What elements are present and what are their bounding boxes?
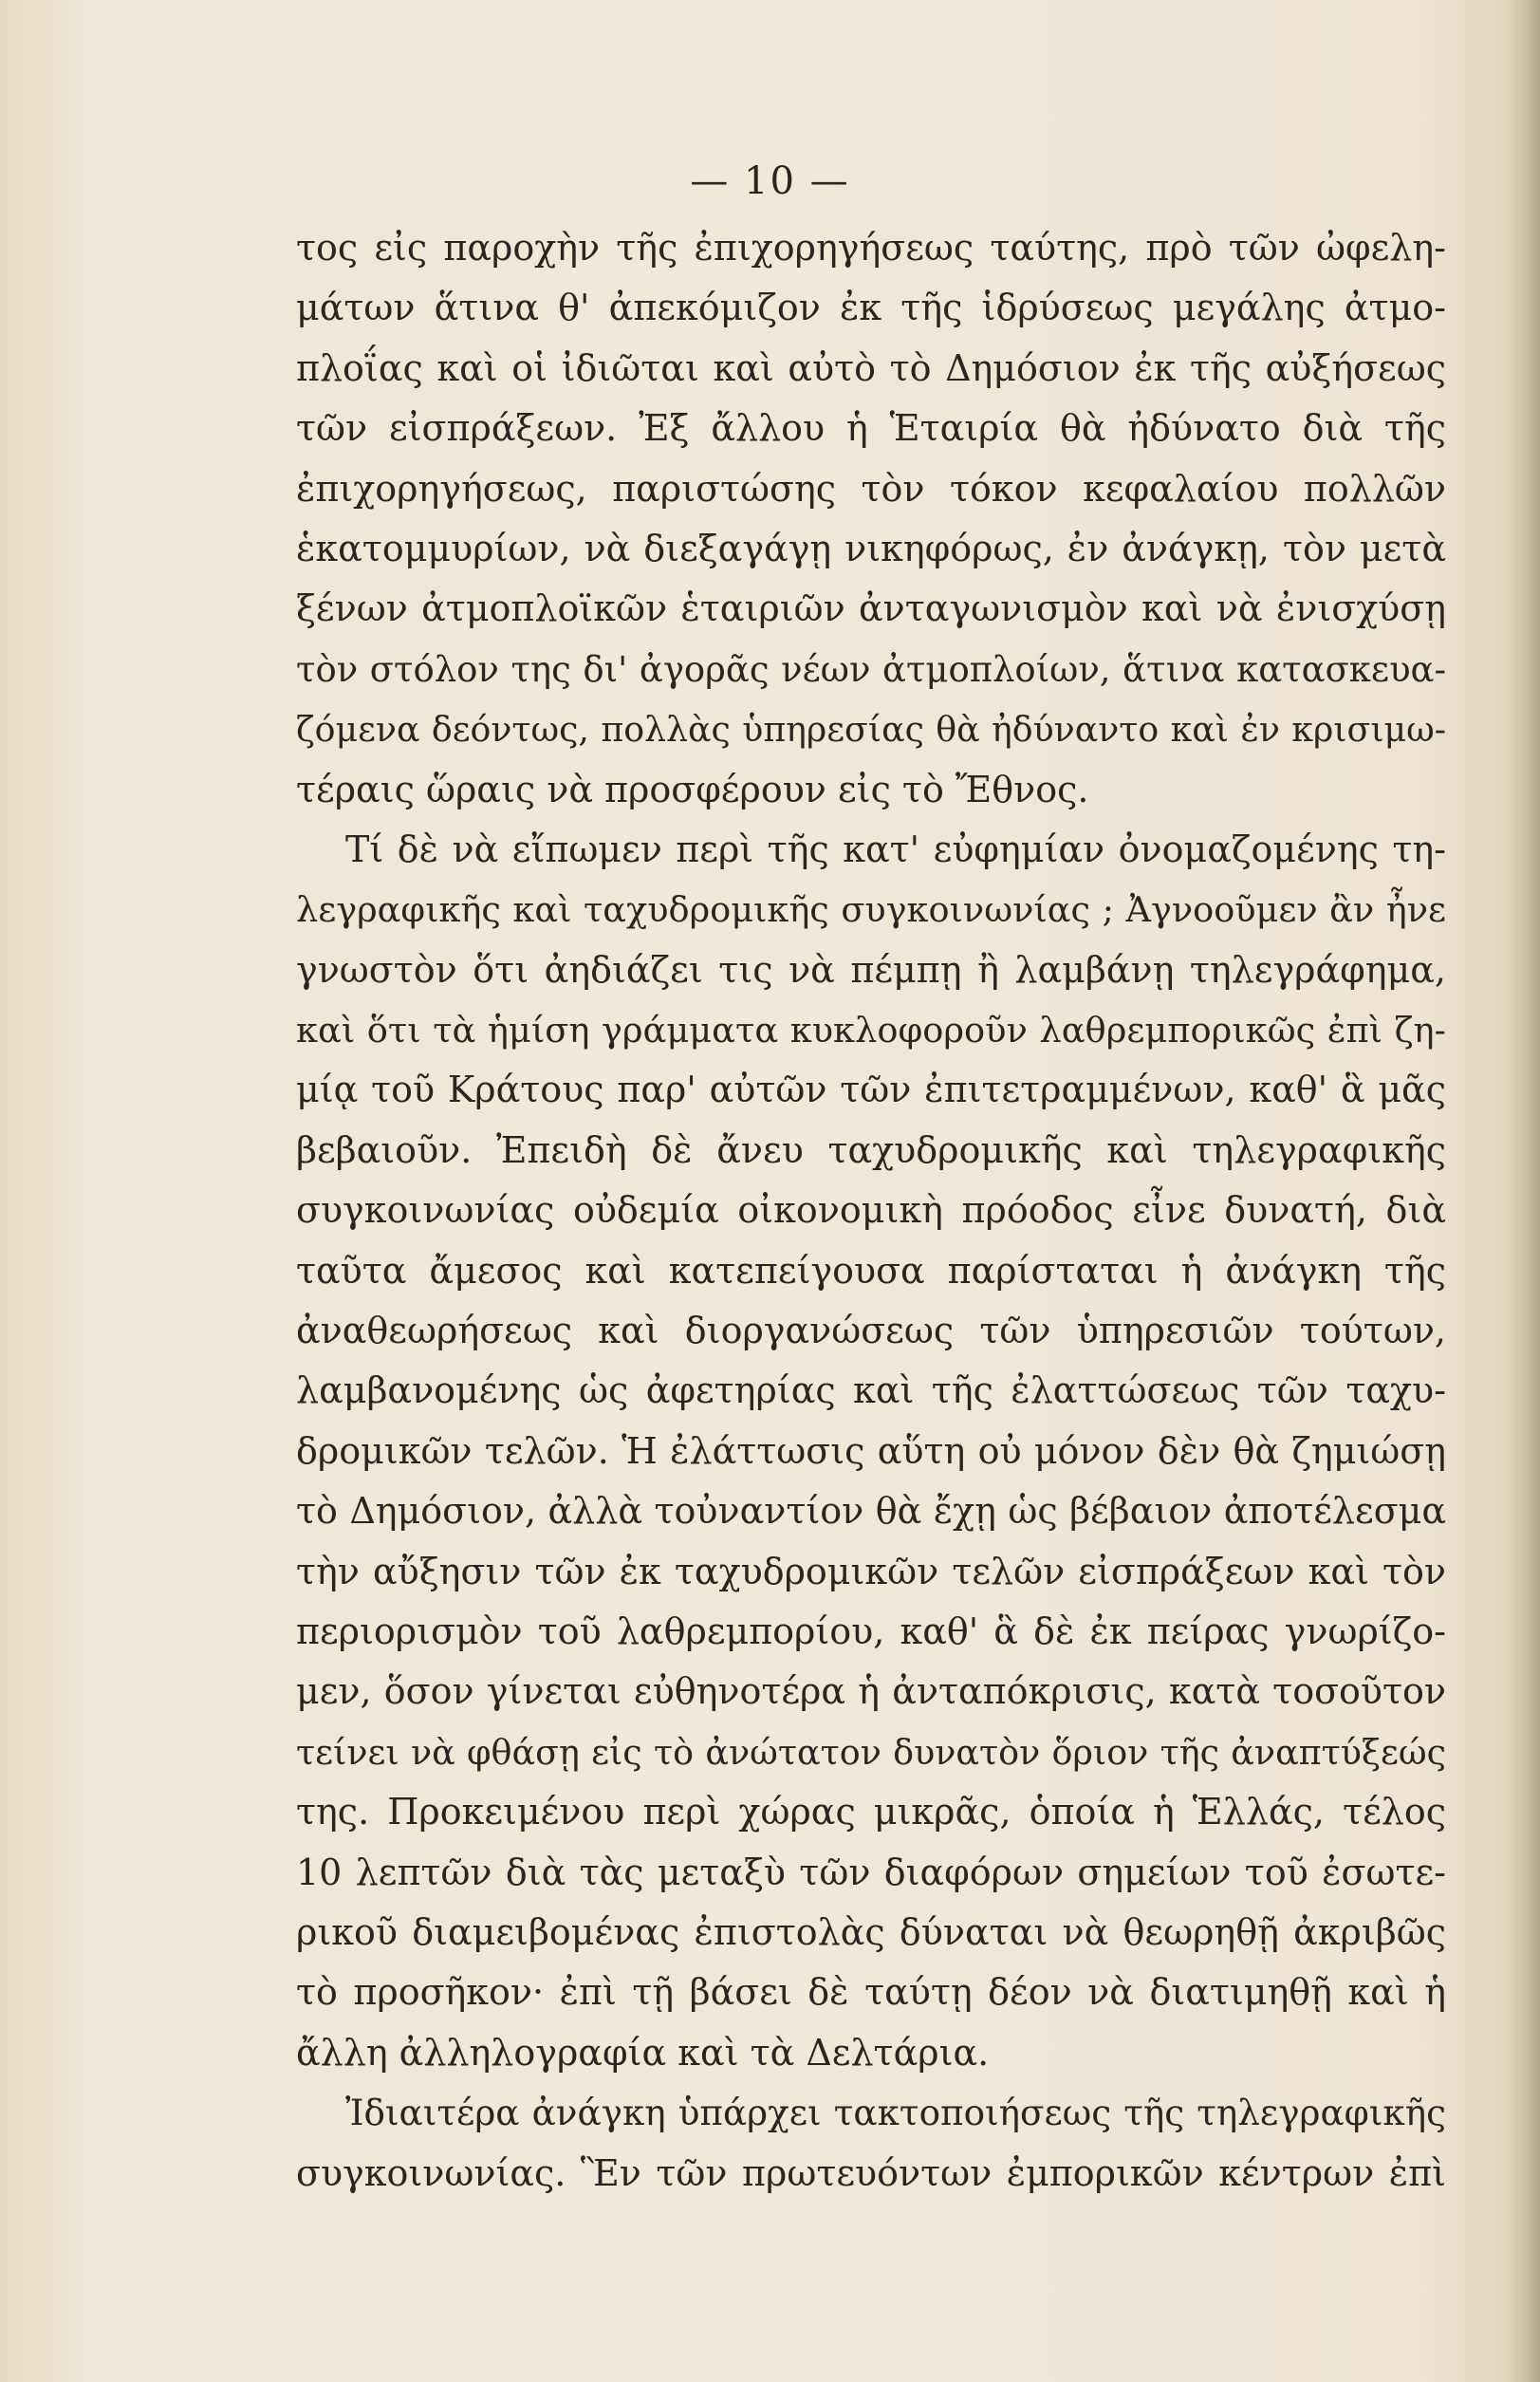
text-line: ἐπιχορηγήσεως, παριστώσης τὸν τόκον κεφαλαίου πολλῶν: [296, 467, 1446, 510]
text-line: ἑκατομμυρίων, νὰ διεξαγάγῃ νικηφόρως, ἐν ἀνάγκῃ, τὸν μετὰ: [296, 527, 1446, 569]
text-line: λαμβανομένης ὡς ἀφετηρίας καὶ τῆς ἐλαττώσεως τῶν ταχυ-: [296, 1369, 1446, 1412]
paragraph-start-line: Ἰδιαιτέρα ἀνάγκη ὑπάρχει τακτοποιήσεως τῆς τηλεγραφικῆς: [345, 2092, 1446, 2134]
text-line: ξένων ἀτμοπλοϊκῶν ἑταιριῶν ἀνταγωνισμὸν καὶ νὰ ἐνισχύσῃ: [296, 587, 1446, 630]
page-number: — 10 —: [690, 159, 850, 203]
text-line: τὸν στόλον της δι' ἀγορᾶς νέων ἀτμοπλοίων, ἅτινα κατασκευα-: [296, 648, 1446, 690]
paragraph-end-line: ἄλλη ἀλληλογραφία καὶ τὰ Δελτάρια.: [296, 2031, 990, 2074]
text-line: μίᾳ τοῦ Κράτους παρ' αὐτῶν τῶν ἐπιτετραμμένων, καθ' ἃ μᾶς: [296, 1069, 1446, 1111]
text-line: λεγραφικῆς καὶ ταχυδρομικῆς συγκοινωνίας ; Ἀγνοοῦμεν ἂν ἦνε: [296, 889, 1446, 931]
text-line: τῶν εἰσπράξεων. Ἐξ ἄλλου ἡ Ἑταιρία θὰ ἠδύνατο διὰ τῆς: [296, 407, 1446, 450]
text-line: τὸ Δημόσιον, ἀλλὰ τοὐναντίον θὰ ἔχῃ ὡς βέβαιον ἀποτέλεσμα: [296, 1490, 1446, 1533]
text-line: τος εἰς παροχὴν τῆς ἐπιχορηγήσεως ταύτης, πρὸ τῶν ὠφελη-: [296, 227, 1446, 269]
paragraph-end-line: τέραις ὥραις νὰ προσφέρουν εἰς τὸ Ἔθνος.: [296, 768, 1089, 810]
text-line: μεν, ὅσον γίνεται εὐθηνοτέρα ἡ ἀνταπόκρισις, κατὰ τοσοῦτον: [296, 1670, 1446, 1713]
page-edge-shadow: [1506, 0, 1540, 2382]
text-line: ρικοῦ διαμειβομένας ἐπιστολὰς δύναται νὰ θεωρηθῇ ἀκριβῶς: [296, 1910, 1446, 1953]
text-line: συγκοινωνίας. Ἓν τῶν πρωτευόντων ἐμπορικῶν κέντρων ἐπὶ: [296, 2151, 1446, 2194]
text-line: μάτων ἅτινα θ' ἀπεκόμιζον ἐκ τῆς ἱδρύσεως μεγάλης ἀτμο-: [296, 287, 1446, 329]
text-line: ἀναθεωρήσεως καὶ διοργανώσεως τῶν ὑπηρεσιῶν τούτων,: [296, 1310, 1446, 1352]
paragraph-start-line: Τί δὲ νὰ εἴπωμεν περὶ τῆς κατ' εὐφημίαν ὀνομαζομένης τη-: [345, 828, 1446, 870]
text-line: 10 λεπτῶν διὰ τὰς μεταξὺ τῶν διαφόρων σημείων τοῦ ἐσωτε-: [296, 1851, 1446, 1893]
text-line: περιορισμὸν τοῦ λαθρεμπορίου, καθ' ἃ δὲ ἐκ πείρας γνωρίζο-: [296, 1610, 1446, 1652]
text-line: ταῦτα ἄμεσος καὶ κατεπείγουσα παρίσταται ἡ ἀνάγκη τῆς: [296, 1249, 1446, 1292]
text-line: τὴν αὔξησιν τῶν ἐκ ταχυδρομικῶν τελῶν εἰσπράξεων καὶ τὸν: [296, 1550, 1446, 1592]
text-line: της. Προκειμένου περὶ χώρας μικρᾶς, ὁποία ἡ Ἑλλάς, τέλος: [296, 1791, 1446, 1833]
text-line: τείνει νὰ φθάσῃ εἰς τὸ ἀνώτατον δυνατὸν ὅριον τῆς ἀναπτύξεώς: [296, 1731, 1446, 1773]
text-line: βεβαιοῦν. Ἐπειδὴ δὲ ἄνευ ταχυδρομικῆς καὶ τηλεγραφικῆς: [296, 1128, 1446, 1171]
text-line: τὸ προσῆκον· ἐπὶ τῇ βάσει δὲ ταύτῃ δέον νὰ διατιμηθῇ καὶ ἡ: [296, 1971, 1446, 2014]
text-line: συγκοινωνίας οὐδεμία οἰκονομικὴ πρόοδος εἶνε δυνατή, διὰ: [296, 1189, 1446, 1232]
text-line: γνωστὸν ὅτι ἀηδιάζει τις νὰ πέμπῃ ἢ λαμβάνῃ τηλεγράφημα,: [296, 948, 1446, 991]
text-line: δρομικῶν τελῶν. Ἡ ἐλάττωσις αὕτη οὐ μόνον δὲν θὰ ζημιώσῃ: [296, 1429, 1446, 1472]
text-line: ζόμενα δεόντως, πολλὰς ὑπηρεσίας θὰ ἠδύναντο καὶ ἐν κρισιμω-: [296, 709, 1446, 751]
text-line: πλοΐας καὶ οἱ ἰδιῶται καὶ αὐτὸ τὸ Δημόσιον ἐκ τῆς αὐξήσεως: [296, 346, 1446, 389]
text-line: καὶ ὅτι τὰ ἡμίση γράμματα κυκλοφοροῦν λαθρεμπορικῶς ἐπὶ ζη-: [296, 1010, 1446, 1051]
body-text: [296, 218, 1446, 2204]
